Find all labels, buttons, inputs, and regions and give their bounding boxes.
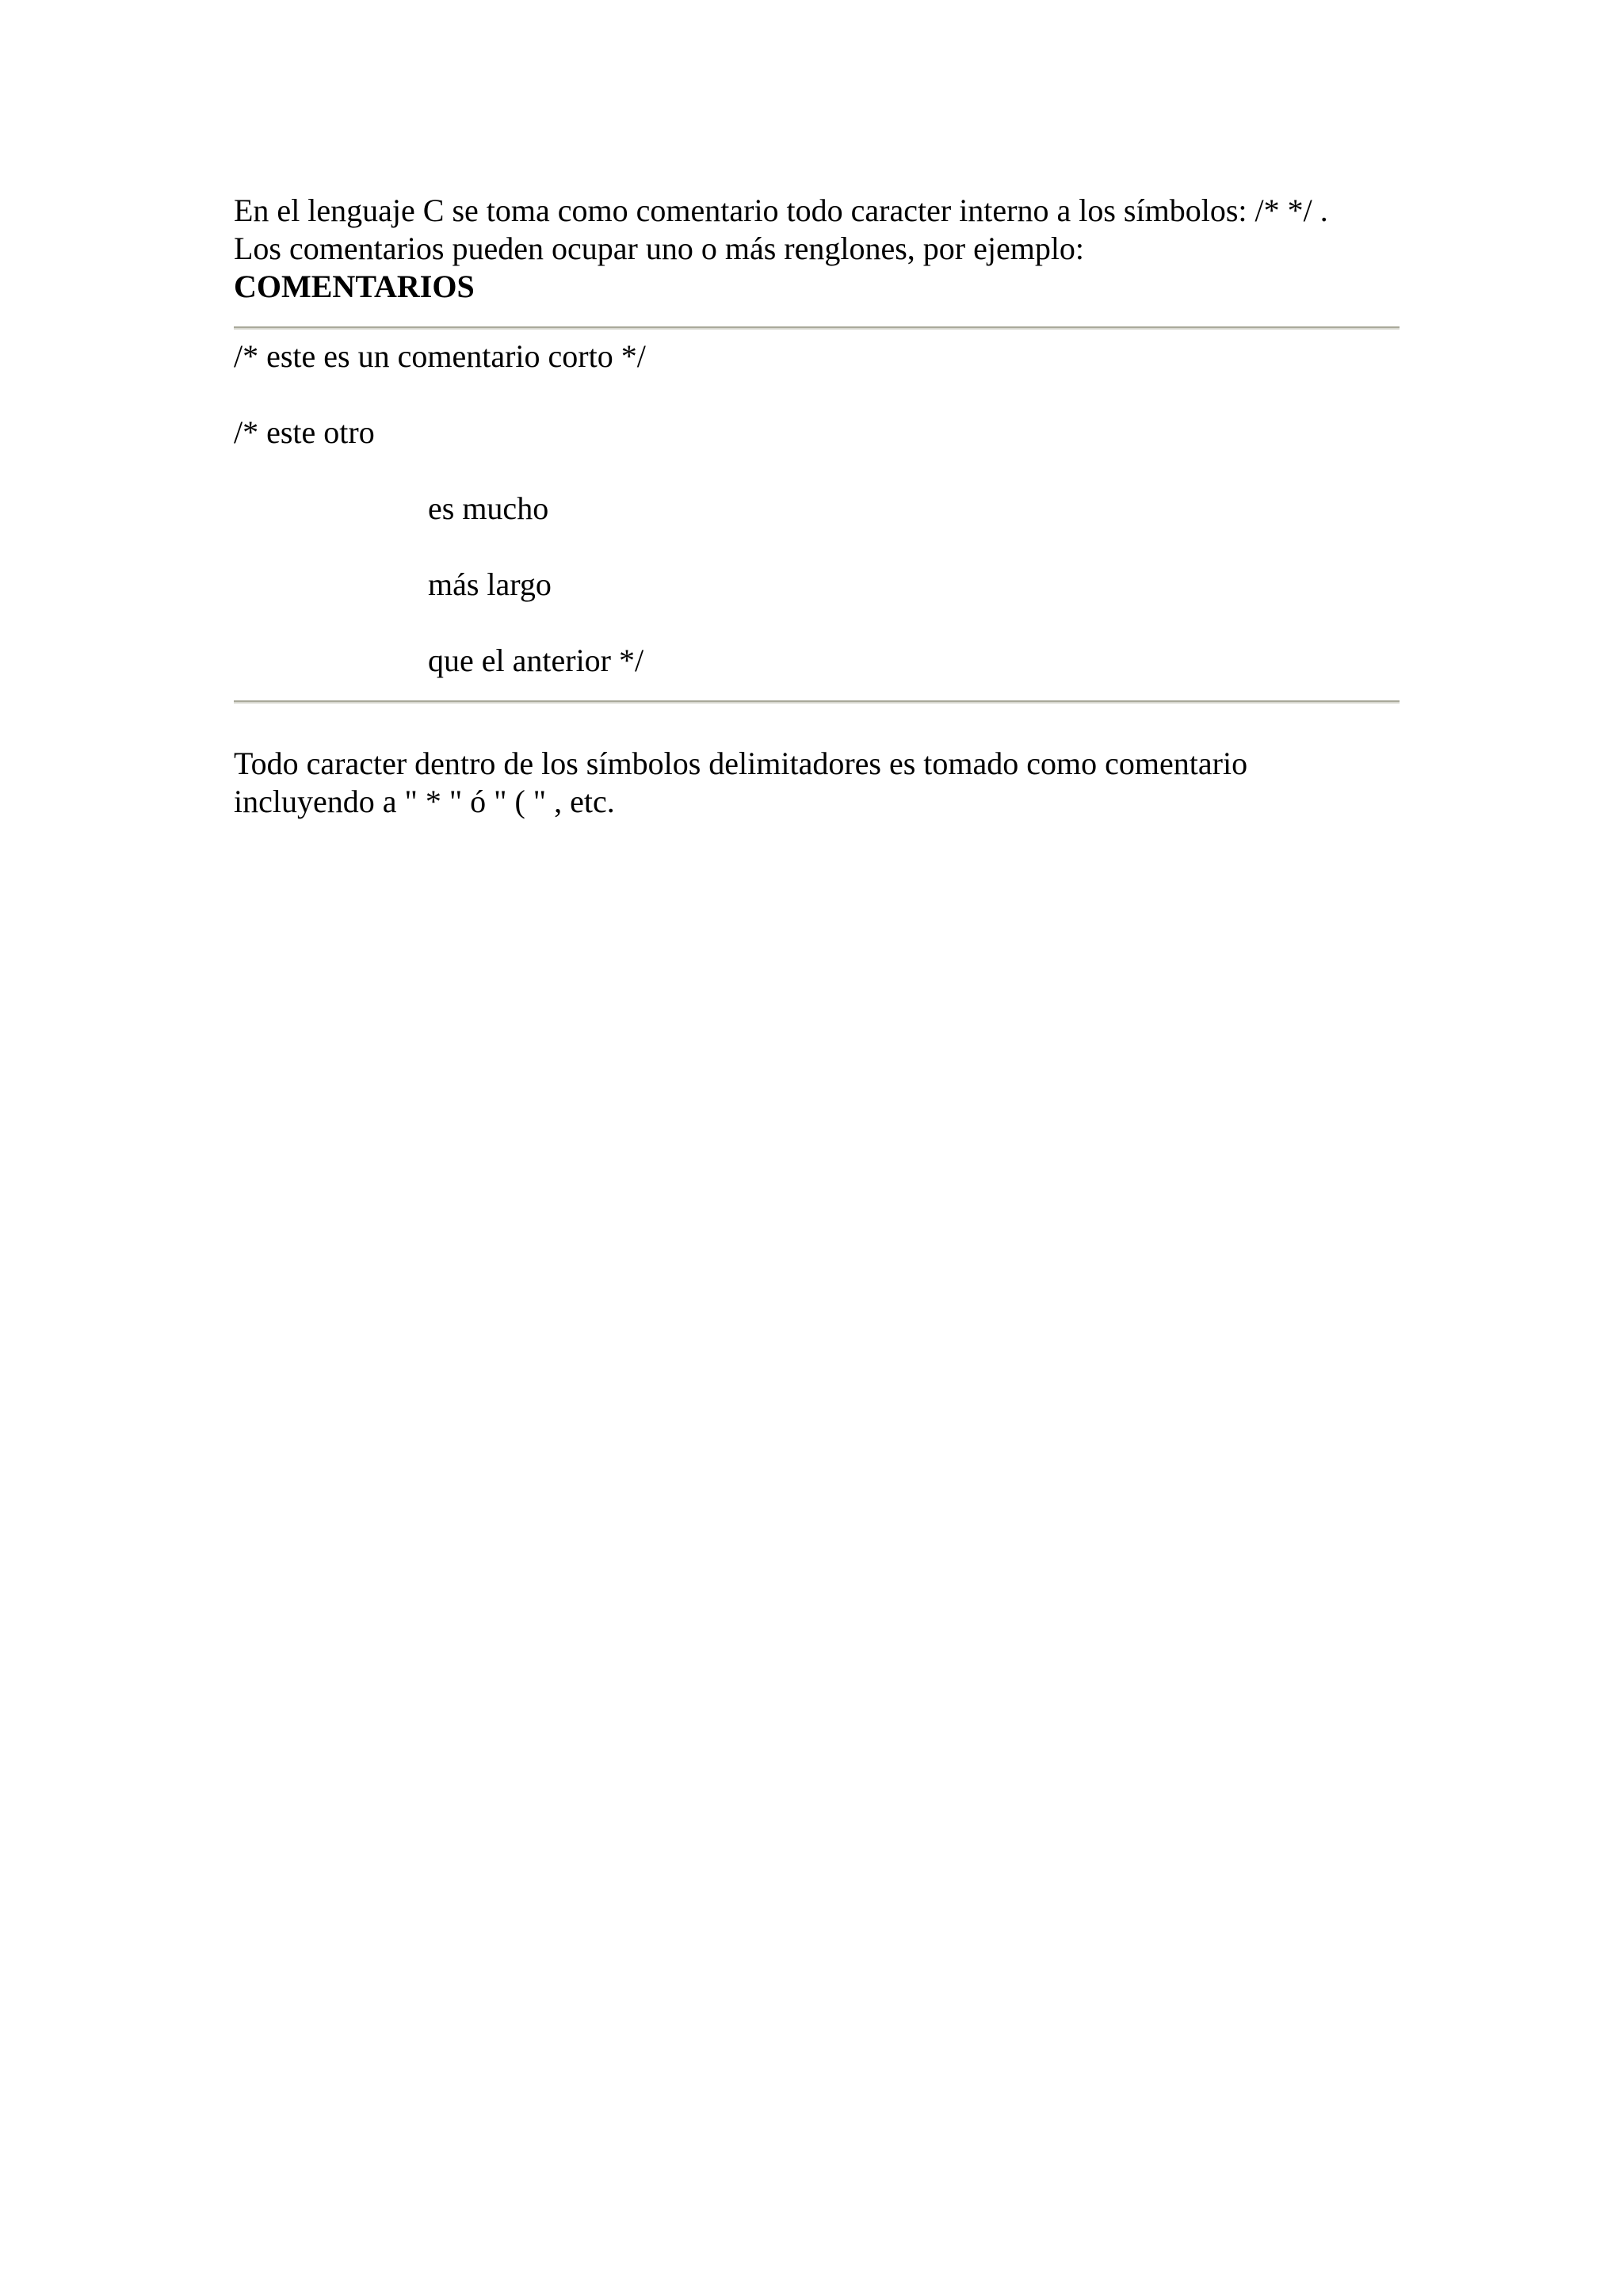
example-line-multiline-end: que el anterior */ (428, 643, 644, 678)
intro-line-2: Los comentarios pueden ocupar uno o más renglones, por ejemplo: (234, 231, 1085, 266)
closing-line-2: incluyendo a " * " ó " ( " , etc. (234, 784, 615, 819)
closing-line-1: Todo caracter dentro de los símbolos delimitadores es tomado como comentario (234, 746, 1248, 781)
bottom-divider (234, 700, 1400, 704)
document-content (234, 192, 1399, 821)
example-line-short-comment: /* este es un comentario corto */ (234, 338, 646, 374)
section-heading: COMENTARIOS (234, 269, 475, 304)
example-line-multiline-2: es mucho (428, 490, 549, 526)
example-line-multiline-3: más largo (428, 566, 552, 602)
example-line-multiline-start: /* este otro (234, 414, 375, 450)
closing-paragraph (234, 745, 1399, 821)
top-divider (234, 326, 1400, 330)
intro-line-1: En el lenguaje C se toma como comentario todo caracter interno a los símbolos: /* */ . (234, 193, 1328, 228)
comment-example (234, 338, 1399, 680)
